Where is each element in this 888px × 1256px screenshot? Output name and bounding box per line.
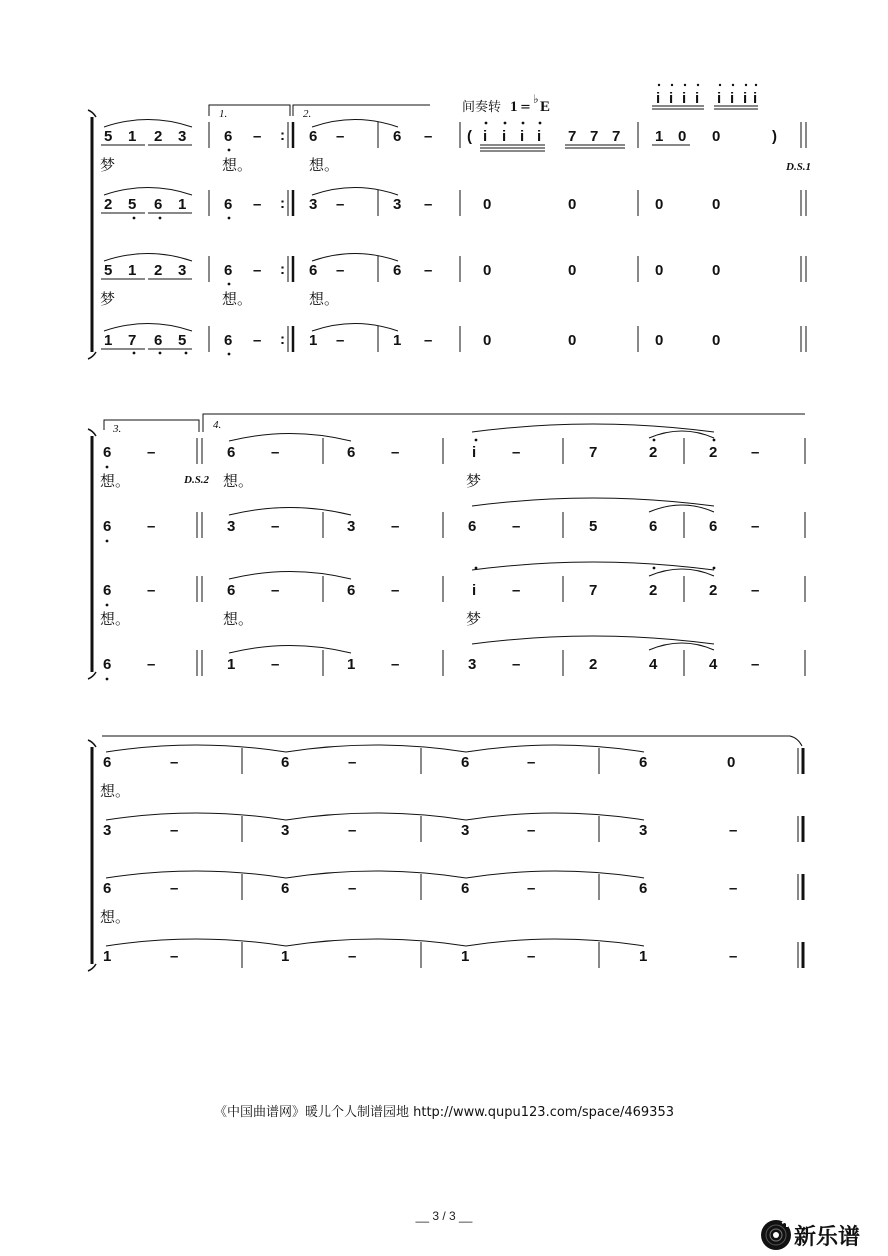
vinyl-record-icon [760,1219,792,1251]
dash: – [512,582,521,599]
note: 3 [347,518,356,535]
cue-note: i [753,90,758,107]
system-2 [88,414,805,679]
note: 1 [103,948,112,965]
note: 6 [393,128,402,145]
system-3 [88,736,803,971]
dash: – [336,332,345,349]
paren-close: ) [772,128,777,145]
cue-note: i [717,90,722,107]
system-1 [88,105,806,359]
cue-note: i [695,90,700,107]
rest: 0 [655,196,664,213]
dash: – [751,656,760,673]
dash: – [271,656,280,673]
dash: – [512,656,521,673]
note: 1 [281,948,290,965]
system-1-notes [104,90,777,145]
ds1-mark: D.S.1 [786,161,812,173]
cue-note: i [730,90,735,107]
rest: 0 [712,196,721,213]
rest: 0 [712,262,721,279]
note: 6 [103,444,112,461]
volta-3: 3. [113,423,122,435]
note: 6 [639,754,648,771]
logo-text: 新乐谱 [794,1225,861,1250]
rest: 0 [483,196,492,213]
volta-2: 2. [303,108,312,120]
rest: 0 [483,332,492,349]
note: 3 [103,822,112,839]
lyric: 想。 [100,610,131,628]
lyric: 想。 [222,290,253,308]
note: 6 [103,582,112,599]
dash: – [527,880,536,897]
dash: – [391,444,400,461]
rest: 0 [568,196,577,213]
note: 6 [227,582,236,599]
dash: – [170,754,179,771]
lyric: 想。 [100,782,131,800]
dash: – [336,262,345,279]
note: 1 [227,656,236,673]
lyric: 想。 [223,472,254,490]
dash: – [271,582,280,599]
note: 6 [461,880,470,897]
note: i [472,582,477,599]
cue-note: i [743,90,748,107]
lyric: 梦 [100,156,116,174]
note: 5 [104,128,113,145]
dash: – [147,518,156,535]
note: 3 [178,128,187,145]
dash: – [170,822,179,839]
note: 1 [461,948,470,965]
lyric: 想。 [309,290,340,308]
dash: – [751,444,760,461]
note: 1 [178,196,187,213]
dash: – [253,128,262,145]
rest: 0 [727,754,736,771]
dash: – [751,582,760,599]
lyric: 想。 [223,610,254,628]
note: i [537,128,542,145]
volta-4: 4. [213,419,222,431]
repeat-sign: : [280,127,285,144]
note: 6 [281,880,290,897]
note: 5 [178,332,187,349]
dash: – [729,822,738,839]
note: 2 [154,128,163,145]
dash: – [253,332,262,349]
dash: – [527,948,536,965]
dash: – [336,128,345,145]
note: 6 [639,880,648,897]
rest: 0 [568,332,577,349]
note: 2 [649,582,658,599]
flat-sign: ♭ [533,92,539,106]
note: 6 [224,332,233,349]
rest: 0 [655,332,664,349]
note: 6 [461,754,470,771]
note: 4 [709,656,718,673]
note: 3 [227,518,236,535]
dash: – [391,656,400,673]
cue-note: i [669,90,674,107]
note: 7 [589,582,598,599]
note: 6 [347,582,356,599]
dash: – [729,948,738,965]
dash: – [336,196,345,213]
note: 6 [224,196,233,213]
rest: 0 [712,332,721,349]
note: 6 [309,262,318,279]
repeat-sign: : [280,261,285,278]
note: 3 [393,196,402,213]
note: 2 [154,262,163,279]
note: 7 [568,128,577,145]
note: 1 [393,332,402,349]
note: 5 [589,518,598,535]
dash: – [271,444,280,461]
key-one: 1 [510,99,518,115]
note: i [472,444,477,461]
cue-note: i [682,90,687,107]
dash: – [729,880,738,897]
page-number: __ 3 / 3 __ [415,1209,473,1223]
dash: – [391,518,400,535]
dash: – [147,582,156,599]
dash: – [147,444,156,461]
note: 3 [309,196,318,213]
cue-note: i [656,90,661,107]
note: 5 [104,262,113,279]
dash: – [424,196,433,213]
note: 6 [103,518,112,535]
note: 0 [678,128,687,145]
volta-1: 1. [219,108,228,120]
note: 6 [103,880,112,897]
lyric: 梦 [466,472,482,490]
note: 7 [590,128,599,145]
note: 7 [589,444,598,461]
paren-open: ( [467,128,472,145]
dash: – [512,518,521,535]
note: 1 [104,332,113,349]
note: i [483,128,488,145]
note: 6 [347,444,356,461]
note: 1 [128,262,137,279]
note: i [520,128,525,145]
note: 6 [468,518,477,535]
note: 6 [224,262,233,279]
lyric: 想。 [309,156,340,174]
repeat-sign: : [280,331,285,348]
dash: – [424,128,433,145]
note: 3 [461,822,470,839]
rest: 0 [483,262,492,279]
note: 5 [128,196,137,213]
note: 6 [103,656,112,673]
dash: – [751,518,760,535]
dash: – [391,582,400,599]
dash: – [170,880,179,897]
dash: – [527,754,536,771]
lyric: 梦 [466,610,482,628]
dash: – [348,822,357,839]
interlude-label: 间奏转 [462,100,502,115]
note: 7 [612,128,621,145]
key-equals: = [520,100,531,115]
note: 3 [468,656,477,673]
note: i [502,128,507,145]
footer-credit: 《中国曲谱网》暖儿个人制谱园地 http://www.qupu123.com/space/469353 [213,1105,674,1120]
note: 3 [639,822,648,839]
lyric: 想。 [222,156,253,174]
note: 6 [224,128,233,145]
note: 6 [154,332,163,349]
dash: – [348,754,357,771]
note: 1 [655,128,664,145]
note: 2 [649,444,658,461]
dash: – [512,444,521,461]
rest: 0 [568,262,577,279]
note: 1 [639,948,648,965]
dash: – [253,262,262,279]
note: 2 [104,196,113,213]
note: 3 [178,262,187,279]
note: 1 [309,332,318,349]
note: 7 [128,332,137,349]
note: 6 [393,262,402,279]
lyric: 想。 [100,908,131,926]
dash: – [527,822,536,839]
dash: – [147,656,156,673]
note: 2 [709,444,718,461]
rest: 0 [655,262,664,279]
dash: – [253,196,262,213]
site-logo [758,1218,884,1252]
ds2-mark: D.S.2 [184,474,210,486]
note: 6 [103,754,112,771]
dash: – [348,880,357,897]
note: 6 [154,196,163,213]
repeat-sign: : [280,195,285,212]
note: 6 [709,518,718,535]
lyric: 梦 [100,290,116,308]
dash: – [424,262,433,279]
note: 6 [227,444,236,461]
note: 6 [309,128,318,145]
dash: – [424,332,433,349]
note: 3 [281,822,290,839]
dash: – [170,948,179,965]
key-note: E [540,99,551,115]
note: 2 [709,582,718,599]
note: 1 [128,128,137,145]
note: 2 [589,656,598,673]
note: 0 [712,128,721,145]
dash: – [271,518,280,535]
dash: – [348,948,357,965]
note: 6 [281,754,290,771]
note: 6 [649,518,658,535]
lyric: 想。 [100,472,131,490]
note: 4 [649,656,658,673]
note: 1 [347,656,356,673]
